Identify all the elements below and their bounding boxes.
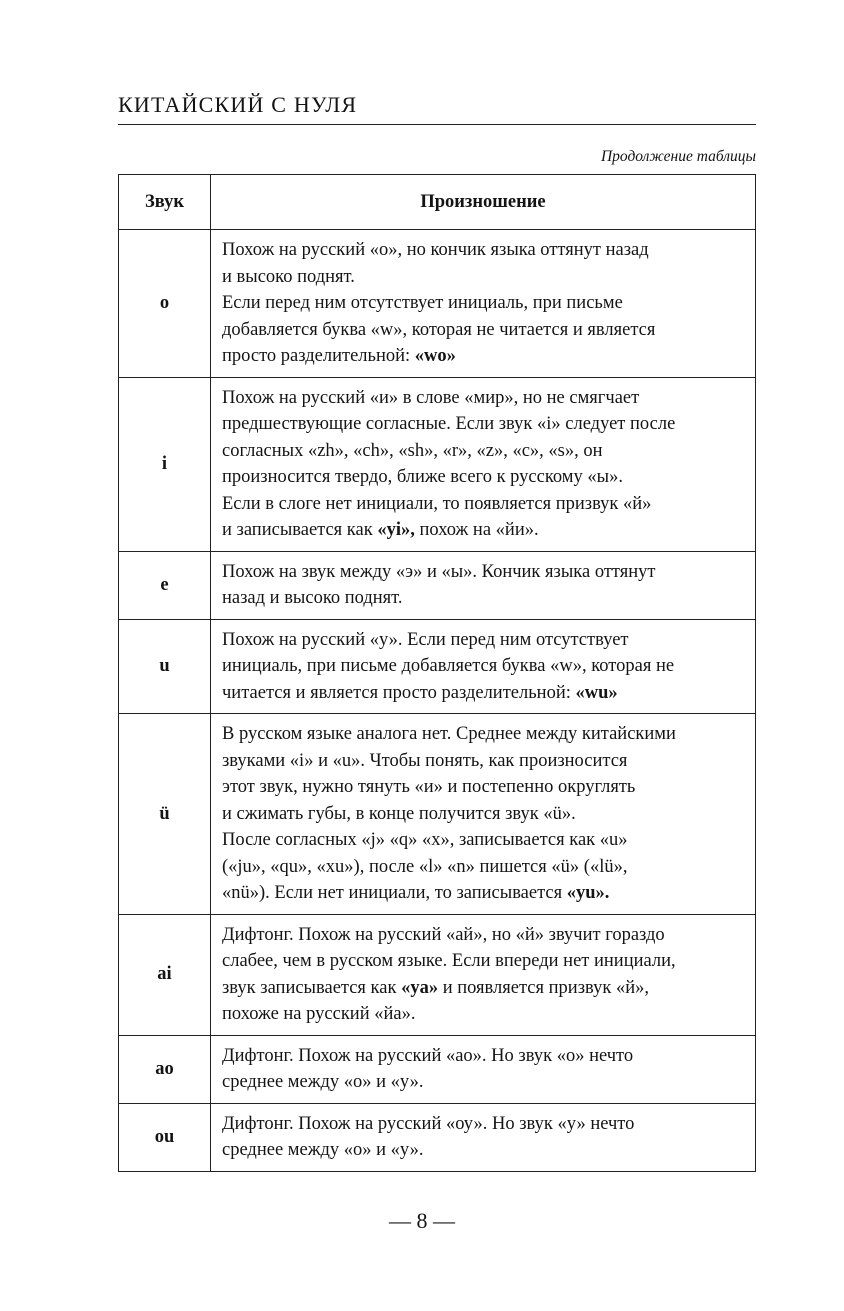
pronunciation-line [222,411,745,438]
table-row [119,1103,756,1171]
text-segment: Дифтонг. Похож на русский «ао». Но звук «о» нечто [222,1045,634,1066]
pronunciation-line [222,343,745,370]
pronunciation-line [222,491,745,518]
column-header-pronunciation: Произношение [211,175,756,230]
table-row [119,714,756,915]
pronunciation-cell [211,914,756,1035]
text-segment: среднее между «о» и «у». [222,1072,424,1092]
table-row [119,619,756,714]
text-segment: предшествующие согласные. Если звук «i» следует после [222,414,676,434]
text-segment: и сжимать губы, в конце получится звук «ü». [222,803,576,824]
pinyin-spelling: «wo» [414,346,456,366]
pronunciation-line [222,559,745,586]
pronunciation-line [222,948,745,975]
pronunciation-line [222,385,745,412]
text-segment: похоже на русский «йа». [222,1004,416,1024]
pronunciation-line [222,1137,745,1164]
text-segment: Похож на русский «у». Если перед ним отсутствует [222,629,629,650]
text-segment: назад и высоко поднят. [222,588,403,608]
text-segment: похож на «йи». [414,520,539,540]
pronunciation-line [222,1001,745,1028]
sound-cell: o [119,230,211,378]
pronunciation-cell [211,1035,756,1103]
sound-cell: ou [119,1103,211,1171]
text-segment: и появляется призвук «й», [438,977,650,998]
pronunciation-line [222,317,745,344]
pronunciation-line [222,438,745,465]
pronunciation-line [222,264,745,291]
pronunciation-line [222,290,745,317]
text-segment: «nü»). Если нет инициали, то записывается [222,883,567,903]
sound-cell: ü [119,714,211,915]
sound-cell: ai [119,914,211,1035]
pronunciation-line [222,627,745,654]
pronunciation-line [222,854,745,881]
pinyin-spelling: «yu». [566,883,610,903]
text-segment: После согласных «j» «q» «x», записывается как «u» [222,830,628,850]
page-number: — 8 — [389,1208,455,1233]
pronunciation-cell [211,230,756,378]
pinyin-spelling: «yi», [377,520,415,540]
text-segment: Дифтонг. Похож на русский «ай», но «й» звучит гораздо [222,924,665,945]
pinyin-spelling: «wu» [575,682,618,703]
table-row [119,377,756,551]
pronunciation-line [222,653,745,680]
sound-cell: ao [119,1035,211,1103]
pronunciation-line [222,237,745,264]
text-segment: звук записывается как [222,977,402,998]
pronunciation-line [222,880,745,907]
pinyin-spelling: «ya» [401,977,439,998]
text-segment: Похож на звук между «э» и «ы». Кончик языка оттянут [222,561,656,582]
table-header-row [119,175,756,230]
pronunciation-cell [211,1103,756,1171]
text-segment: Похож на русский «и» в слове «мир», но не смягчает [222,387,640,408]
pronunciation-line [222,1111,745,1138]
text-segment: В русском языке аналога нет. Среднее между китайскими [222,724,676,744]
pronunciation-cell [211,714,756,915]
sound-cell: e [119,551,211,619]
pronunciation-line [222,922,745,949]
column-header-sound: Звук [119,175,211,230]
pronunciation-line [222,774,745,801]
table-row [119,914,756,1035]
table-continuation-note: Продолжение таблицы [600,148,756,165]
running-title: КИТАЙСКИЙ С НУЛЯ [118,92,756,125]
pronunciation-line [222,721,745,748]
text-segment: инициаль, при письме добавляется буква «w», которая не [222,656,675,676]
pronunciation-line [222,517,745,544]
text-segment: Если в слоге нет инициали, то появляется призвук «й» [222,493,652,514]
pronunciation-line [222,1069,745,1096]
pronunciation-line [222,680,745,707]
text-segment: читается и является просто разделительной: [222,682,576,703]
pronunciation-line [222,801,745,828]
pronunciation-line [222,748,745,775]
text-segment: Похож на русский «о», но кончик языка оттянут назад [222,240,649,260]
table-row [119,230,756,378]
sound-cell: i [119,377,211,551]
text-segment: произносится твердо, ближе всего к русскому «ы». [222,467,623,487]
table-body [119,230,756,1172]
pronunciation-line [222,975,745,1002]
text-segment: и записывается как [222,520,378,540]
text-segment: добавляется буква «w», которая не читается и является [222,319,656,340]
pronunciation-cell [211,619,756,714]
text-segment: среднее между «о» и «у». [222,1140,424,1160]
pronunciation-line [222,464,745,491]
pronunciation-line [222,1043,745,1070]
table-row [119,551,756,619]
pronunciation-cell [211,377,756,551]
text-segment: этот звук, нужно тянуть «и» и постепенно округлять [222,777,636,797]
text-segment: звуками «i» и «u». Чтобы понять, как произносится [222,750,628,771]
text-segment: («ju», «qu», «xu»), после «l» «n» пишется «ü» («lü», [222,856,628,877]
text-segment: и высоко поднят. [222,266,355,287]
pronunciation-line [222,585,745,612]
text-segment: слабее, чем в русском языке. Если впереди нет инициали, [222,951,676,971]
text-segment: Дифтонг. Похож на русский «оу». Но звук «у» нечто [222,1113,635,1134]
text-segment: согласных «zh», «ch», «sh», «r», «z», «c», «s», он [222,440,603,461]
table-row [119,1035,756,1103]
text-segment: Если перед ним отсутствует инициаль, при письме [222,293,623,313]
pronunciation-cell [211,551,756,619]
pronunciation-line [222,827,745,854]
text-segment: просто разделительной: [222,346,415,366]
sound-cell: u [119,619,211,714]
pronunciation-table [118,174,756,1172]
